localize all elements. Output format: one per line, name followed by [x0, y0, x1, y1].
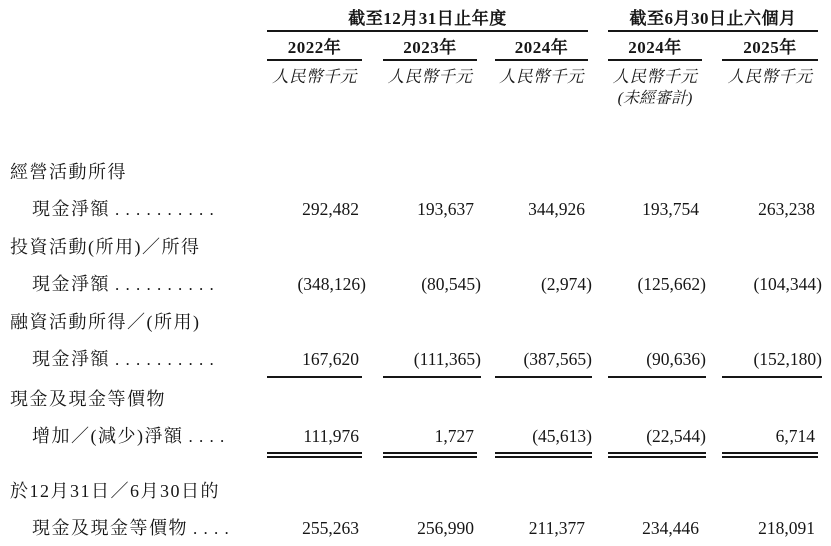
cell-value: (80,545) [421, 274, 481, 294]
table-row [10, 347, 831, 378]
table-row [10, 272, 831, 297]
year-header-2024-interim: 2024年 [608, 37, 702, 61]
cell-value: (104,344) [753, 274, 822, 294]
cell-value: 292,482 [302, 199, 359, 219]
year-header-2022: 2022年 [267, 37, 362, 61]
table-row [10, 197, 831, 222]
cell-value: 344,926 [528, 199, 585, 219]
cell-value: (387,565) [495, 347, 592, 378]
table-row [10, 424, 831, 458]
column-group-interim: 截至6月30日止六個月 [608, 8, 818, 32]
cell-value: 255,263 [302, 518, 359, 538]
unit-label: 人民幣千元 [612, 67, 698, 86]
cell-value: 193,754 [642, 199, 699, 219]
column-group-annual: 截至12月31日止年度 [267, 8, 588, 32]
cell-value: 234,446 [642, 518, 699, 538]
row-label-cash-equivalents: 現金及現金等價物 [10, 389, 166, 409]
cell-value: 256,990 [417, 518, 474, 538]
cell-value: (111,365) [383, 347, 481, 378]
cell-value: 211,377 [528, 518, 585, 538]
table-row [10, 160, 831, 184]
cell-value: (348,126) [297, 274, 366, 294]
dot-leader: . . . . [193, 519, 230, 538]
unaudited-note: (未經審計) [617, 90, 693, 107]
cell-value: (45,613) [495, 424, 592, 458]
row-label-period-end: 於12月31日／6月30日的 [10, 481, 220, 501]
row-label-net-cash: 現金淨額 . . . . . . . . . . [32, 274, 215, 294]
cell-value: 167,620 [267, 347, 362, 378]
dot-leader: . . . . . . . . . . [115, 275, 215, 294]
header-group-row [10, 8, 831, 32]
cell-value: (22,544) [608, 424, 706, 458]
unit-label: 人民幣千元 [727, 67, 813, 86]
cell-value: (125,662) [637, 274, 706, 294]
row-label-operating: 經營活動所得 [10, 162, 127, 182]
year-header-2023: 2023年 [383, 37, 477, 61]
row-label-investing: 投資活動(所用)／所得 [10, 237, 201, 257]
table-row [10, 387, 831, 411]
row-label-cash-equivalents: 現金及現金等價物 . . . . [32, 518, 230, 538]
cell-value: (2,974) [540, 274, 592, 294]
header-unit-row [10, 66, 831, 88]
cell-value: 6,714 [722, 424, 818, 458]
dot-leader: . . . . . . . . . . [115, 350, 215, 369]
unit-label: 人民幣千元 [387, 67, 473, 86]
header-note-row [10, 88, 831, 110]
table-row [10, 516, 831, 541]
cell-value: 193,637 [417, 199, 474, 219]
table-row [10, 310, 831, 334]
year-header-2024: 2024年 [495, 37, 588, 61]
cell-value: (152,180) [722, 347, 822, 378]
header-year-row [10, 37, 831, 61]
row-label-financing: 融資活動所得／(所用) [10, 312, 201, 332]
cell-value: 263,238 [758, 199, 815, 219]
unit-label: 人民幣千元 [272, 67, 357, 86]
cell-value: (90,636) [608, 347, 706, 378]
row-label-net-cash: 現金淨額 . . . . . . . . . . [32, 349, 215, 369]
row-label-net-increase: 增加／(減少)淨額 . . . . [32, 426, 226, 446]
dot-leader: . . . . . . . . . . [115, 200, 215, 219]
unit-label: 人民幣千元 [499, 67, 584, 86]
cell-value: 1,727 [383, 424, 477, 458]
table-row [10, 479, 831, 503]
table-row [10, 235, 831, 259]
cell-value: 111,976 [267, 424, 362, 458]
year-header-2025: 2025年 [722, 37, 818, 61]
cell-value: 218,091 [758, 518, 815, 538]
row-label-net-cash: 現金淨額 . . . . . . . . . . [32, 199, 215, 219]
dot-leader: . . . . [188, 427, 226, 446]
